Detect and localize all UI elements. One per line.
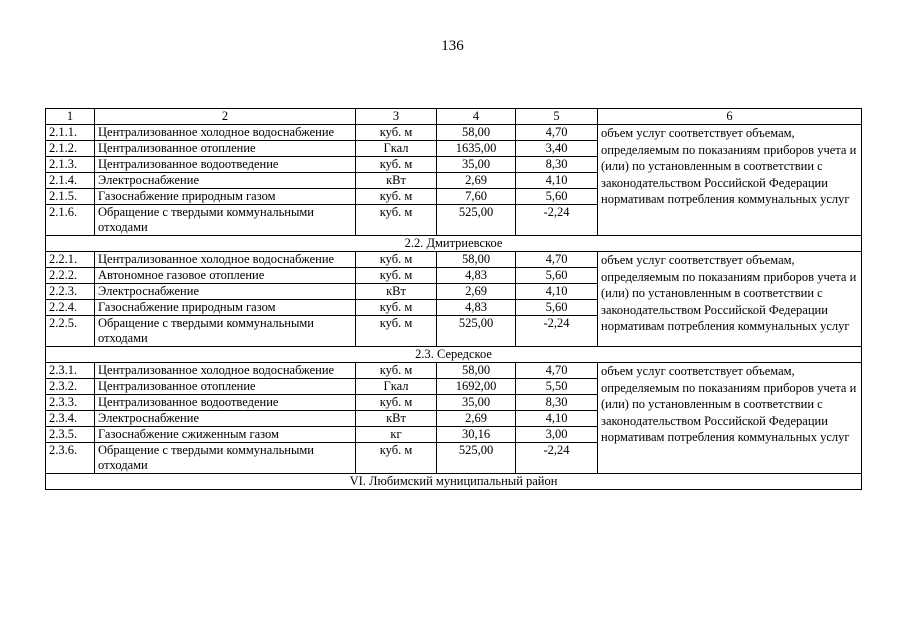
tariff-value: 5,60 (516, 268, 598, 284)
unit-of-measure: куб. м (356, 300, 437, 316)
unit-of-measure: куб. м (356, 316, 437, 347)
column-number-row (46, 109, 862, 125)
unit-of-measure: куб. м (356, 443, 437, 474)
service-name: Централизованное холодное водоснабжение (95, 363, 356, 379)
tariff-value: 4,70 (516, 252, 598, 268)
row-number: 2.3.3. (46, 395, 95, 411)
service-name: Централизованное отопление (95, 379, 356, 395)
tariff-value: 5,60 (516, 300, 598, 316)
service-name: Электроснабжение (95, 284, 356, 300)
row-number: 2.1.1. (46, 125, 95, 141)
volume-value: 1692,00 (437, 379, 516, 395)
tariff-value: 5,50 (516, 379, 598, 395)
service-name: Электроснабжение (95, 173, 356, 189)
volume-value: 30,16 (437, 427, 516, 443)
tariff-value: 4,10 (516, 173, 598, 189)
unit-of-measure: куб. м (356, 205, 437, 236)
column-header: 4 (437, 109, 516, 125)
column-header: 6 (598, 109, 862, 125)
unit-of-measure: куб. м (356, 125, 437, 141)
unit-of-measure: куб. м (356, 252, 437, 268)
unit-of-measure: куб. м (356, 363, 437, 379)
service-name: Централизованное холодное водоснабжение (95, 252, 356, 268)
unit-of-measure: кВт (356, 173, 437, 189)
volume-value: 7,60 (437, 189, 516, 205)
tariff-value: -2,24 (516, 443, 598, 474)
tariff-value: 5,60 (516, 189, 598, 205)
district-heading: VI. Любимский муниципальный район (46, 474, 862, 490)
unit-of-measure: куб. м (356, 157, 437, 173)
unit-of-measure: куб. м (356, 268, 437, 284)
volume-value: 1635,00 (437, 141, 516, 157)
row-number: 2.1.6. (46, 205, 95, 236)
service-name: Электроснабжение (95, 411, 356, 427)
consumption-note: объем услуг соответствует объемам, определяемым по показаниям приборов учета и (или) по установленным в соответствии с законодательством Российской Федерации нормативам потребления коммунальных услуг (598, 252, 862, 347)
volume-value: 525,00 (437, 443, 516, 474)
service-name: Газоснабжение сжиженным газом (95, 427, 356, 443)
row-number: 2.3.6. (46, 443, 95, 474)
unit-of-measure: Гкал (356, 379, 437, 395)
row-number: 2.1.4. (46, 173, 95, 189)
volume-value: 58,00 (437, 363, 516, 379)
table-row (46, 363, 862, 379)
unit-of-measure: куб. м (356, 395, 437, 411)
row-number: 2.2.5. (46, 316, 95, 347)
volume-value: 525,00 (437, 205, 516, 236)
tariff-value: 3,40 (516, 141, 598, 157)
service-name: Централизованное водоотведение (95, 157, 356, 173)
column-header: 3 (356, 109, 437, 125)
district-heading-row (46, 474, 862, 490)
tariff-value: 4,10 (516, 411, 598, 427)
volume-value: 2,69 (437, 284, 516, 300)
unit-of-measure: кг (356, 427, 437, 443)
volume-value: 58,00 (437, 252, 516, 268)
service-name: Газоснабжение природным газом (95, 300, 356, 316)
table-row (46, 252, 862, 268)
row-number: 2.2.3. (46, 284, 95, 300)
row-number: 2.1.3. (46, 157, 95, 173)
volume-value: 2,69 (437, 173, 516, 189)
section-heading: 2.2. Дмитриевское (46, 236, 862, 252)
unit-of-measure: куб. м (356, 189, 437, 205)
unit-of-measure: кВт (356, 411, 437, 427)
tariff-value: 3,00 (516, 427, 598, 443)
service-name: Обращение с твердыми коммунальными отходами (95, 443, 356, 474)
page-number: 136 (441, 38, 464, 54)
tariff-value: -2,24 (516, 205, 598, 236)
column-header: 1 (46, 109, 95, 125)
volume-value: 58,00 (437, 125, 516, 141)
column-header: 2 (95, 109, 356, 125)
volume-value: 2,69 (437, 411, 516, 427)
service-name: Автономное газовое отопление (95, 268, 356, 284)
volume-value: 4,83 (437, 268, 516, 284)
section-heading-row (46, 236, 862, 252)
tariff-value: 8,30 (516, 395, 598, 411)
tariff-value: 4,70 (516, 363, 598, 379)
row-number: 2.2.4. (46, 300, 95, 316)
unit-of-measure: Гкал (356, 141, 437, 157)
service-name: Централизованное отопление (95, 141, 356, 157)
tariff-table (45, 108, 862, 490)
unit-of-measure: кВт (356, 284, 437, 300)
column-header: 5 (516, 109, 598, 125)
consumption-note: объем услуг соответствует объемам, определяемым по показаниям приборов учета и (или) по установленным в соответствии с законодательством Российской Федерации нормативам потребления коммунальных услуг (598, 125, 862, 236)
tariff-value: 8,30 (516, 157, 598, 173)
row-number: 2.2.1. (46, 252, 95, 268)
volume-value: 525,00 (437, 316, 516, 347)
row-number: 2.3.4. (46, 411, 95, 427)
volume-value: 4,83 (437, 300, 516, 316)
row-number: 2.3.2. (46, 379, 95, 395)
service-name: Газоснабжение природным газом (95, 189, 356, 205)
row-number: 2.3.5. (46, 427, 95, 443)
section-heading-row (46, 347, 862, 363)
table-row (46, 125, 862, 141)
row-number: 2.3.1. (46, 363, 95, 379)
service-name: Централизованное водоотведение (95, 395, 356, 411)
volume-value: 35,00 (437, 395, 516, 411)
tariff-value: 4,70 (516, 125, 598, 141)
section-heading: 2.3. Середское (46, 347, 862, 363)
volume-value: 35,00 (437, 157, 516, 173)
service-name: Централизованное холодное водоснабжение (95, 125, 356, 141)
row-number: 2.1.5. (46, 189, 95, 205)
service-name: Обращение с твердыми коммунальными отходами (95, 205, 356, 236)
tariff-value: 4,10 (516, 284, 598, 300)
consumption-note: объем услуг соответствует объемам, определяемым по показаниям приборов учета и (или) по установленным в соответствии с законодательством Российской Федерации нормативам потребления коммунальных услуг (598, 363, 862, 474)
row-number: 2.1.2. (46, 141, 95, 157)
row-number: 2.2.2. (46, 268, 95, 284)
service-name: Обращение с твердыми коммунальными отходами (95, 316, 356, 347)
tariff-value: -2,24 (516, 316, 598, 347)
